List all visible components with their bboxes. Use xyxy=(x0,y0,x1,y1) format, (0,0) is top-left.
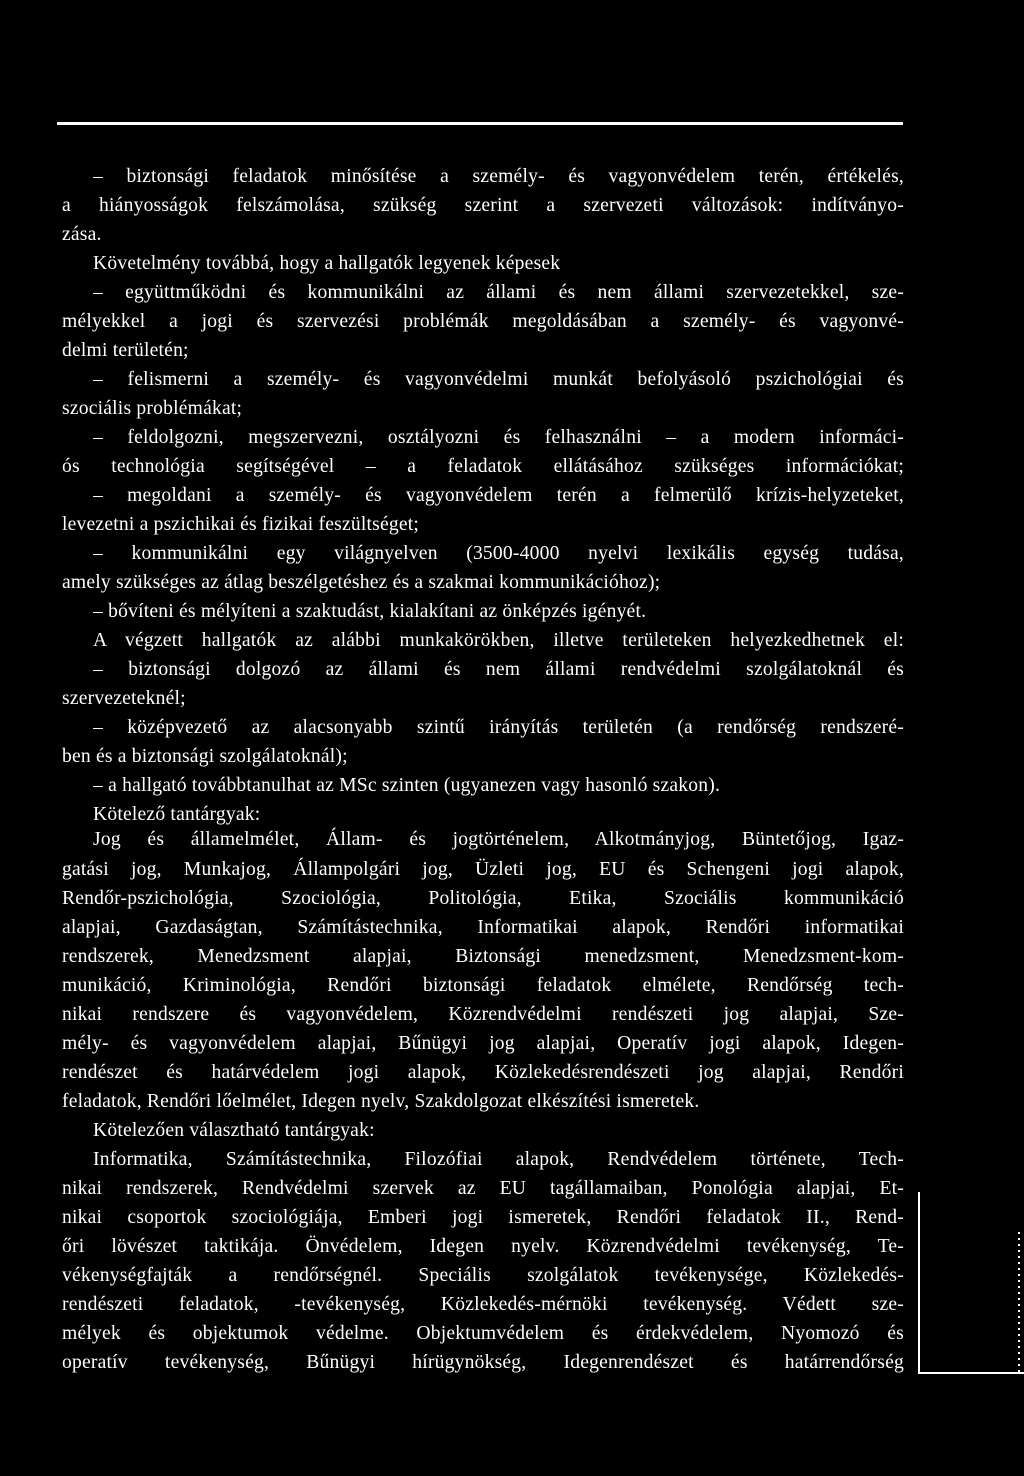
text-line: gatási jog, Munkajog, Állampolgári jog, Üzleti jog, EU és Schengeni jogi alapok, xyxy=(62,859,904,880)
text-line: a hiányosságok felszámolása, szükség szerint a szervezeti változások: indítványo- xyxy=(62,195,904,216)
text-line: ós technológia segítségével – a feladatok ellátásához szükséges információkat; xyxy=(62,456,904,477)
text-line: rendészet és határvédelem jogi alapok, Közlekedésrendészeti jog alapjai, Rendőri xyxy=(62,1062,904,1083)
text-line: – kommunikálni egy világnyelven (3500-4000 nyelvi lexikális egység tudása, xyxy=(93,543,904,564)
text-line: – együttműködni és kommunikálni az állami és nem állami szervezetekkel, sze- xyxy=(93,282,904,303)
text-line: mélyekkel a jogi és szervezési problémák megoldásában a személy- és vagyonvé- xyxy=(62,311,904,332)
text-line: Jog és államelmélet, Állam- és jogtörténelem, Alkotmányjog, Büntetőjog, Igaz- xyxy=(93,829,904,850)
text-line: ben és a biztonsági szolgálatoknál); xyxy=(62,746,348,767)
text-line: A végzett hallgatók az alábbi munkakörökben, illetve területeken helyezkedhetnek el: xyxy=(93,630,904,651)
text-line: amely szükséges az átlag beszélgetéshez és a szakmai kommunikációhoz); xyxy=(62,572,661,593)
text-line: Kötelezően választható tantárgyak: xyxy=(93,1120,375,1141)
text-line: mély- és vagyonvédelem alapjai, Bűnügyi jog alapjai, Operatív jogi alapok, Idegen- xyxy=(62,1033,904,1054)
text-line: szociális problémákat; xyxy=(62,398,243,419)
text-line: levezetni a pszichikai és fizikai feszültséget; xyxy=(62,514,420,535)
text-line: Informatika, Számítástechnika, Filozófiai alapok, Rendvédelem története, Tech- xyxy=(93,1149,904,1170)
text-line: vékenységfajták a rendőrségnél. Speciális szolgálatok tevékenysége, Közlekedés- xyxy=(62,1265,904,1286)
text-line: – megoldani a személy- és vagyonvédelem terén a felmerülő krízis-helyzeteket, xyxy=(93,485,904,506)
text-line: operatív tevékenység, Bűnügyi hírügynökség, Idegenrendészet és határrendőrség xyxy=(62,1352,904,1373)
text-line: szervezeteknél; xyxy=(62,688,186,709)
text-line: feladatok, Rendőri lőelmélet, Idegen nyelv, Szakdolgozat elkészítési ismeretek. xyxy=(62,1091,700,1112)
text-line: – felismerni a személy- és vagyonvédelmi munkát befolyásoló pszichológiai és xyxy=(93,369,904,390)
text-line: mélyek és objektumok védelme. Objektumvédelem és érdekvédelem, Nyomozó és xyxy=(62,1323,904,1344)
text-line: zása. xyxy=(62,224,102,245)
text-line: nikai rendszerek, Rendvédelmi szervek az EU tagállamaiban, Ponológia alapjai, Et- xyxy=(62,1178,904,1199)
text-line: Kötelező tantárgyak: xyxy=(93,804,261,825)
text-line: – biztonsági dolgozó az állami és nem állami rendvédelmi szolgálatoknál és xyxy=(93,659,904,680)
text-line: – középvezető az alacsonyabb szintű irányítás területén (a rendőrség rendszeré- xyxy=(93,717,904,738)
text-line: rendészeti feladatok, -tevékenység, Közlekedés-mérnöki tevékenység. Védett sze- xyxy=(62,1294,904,1315)
text-line: Rendőr-pszichológia, Szociológia, Politológia, Etika, Szociális kommunikáció xyxy=(62,888,904,909)
text-line: rendszerek, Menedzsment alapjai, Biztonsági menedzsment, Menedzsment-kom- xyxy=(62,946,904,967)
text-line: őri lövészet taktikája. Önvédelem, Idegen nyelv. Közrendvédelmi tevékenység, Te- xyxy=(62,1236,904,1257)
text-line: alapjai, Gazdaságtan, Számítástechnika, Informatikai alapok, Rendőri informatikai xyxy=(62,917,904,938)
text-line: Követelmény továbbá, hogy a hallgatók legyenek képesek xyxy=(93,253,561,274)
text-line: – a hallgató továbbtanulhat az MSc szinten (ugyanezen vagy hasonló szakon). xyxy=(93,775,721,796)
text-line: munikáció, Kriminológia, Rendőri biztonsági feladatok elmélete, Rendőrség tech- xyxy=(62,975,904,996)
page-edge-right xyxy=(918,1192,920,1374)
text-line: nikai csoportok szociológiája, Emberi jogi ismeretek, Rendőri feladatok II., Rend- xyxy=(62,1207,904,1228)
text-line: nikai rendszere és vagyonvédelem, Közrendvédelmi rendészeti jog alapjai, Sze- xyxy=(62,1004,904,1025)
text-line: – feldolgozni, megszervezni, osztályozni és felhasználni – a modern informáci- xyxy=(93,427,904,448)
text-line: – bővíteni és mélyíteni a szaktudást, kialakítani az önképzés igényét. xyxy=(93,601,647,622)
scan-edge-marks xyxy=(1018,1232,1020,1372)
text-line: delmi területén; xyxy=(62,340,189,361)
page-edge-bottom xyxy=(918,1372,1024,1374)
text-line: – biztonsági feladatok minősítése a személy- és vagyonvédelem terén, értékelés, xyxy=(93,166,904,187)
